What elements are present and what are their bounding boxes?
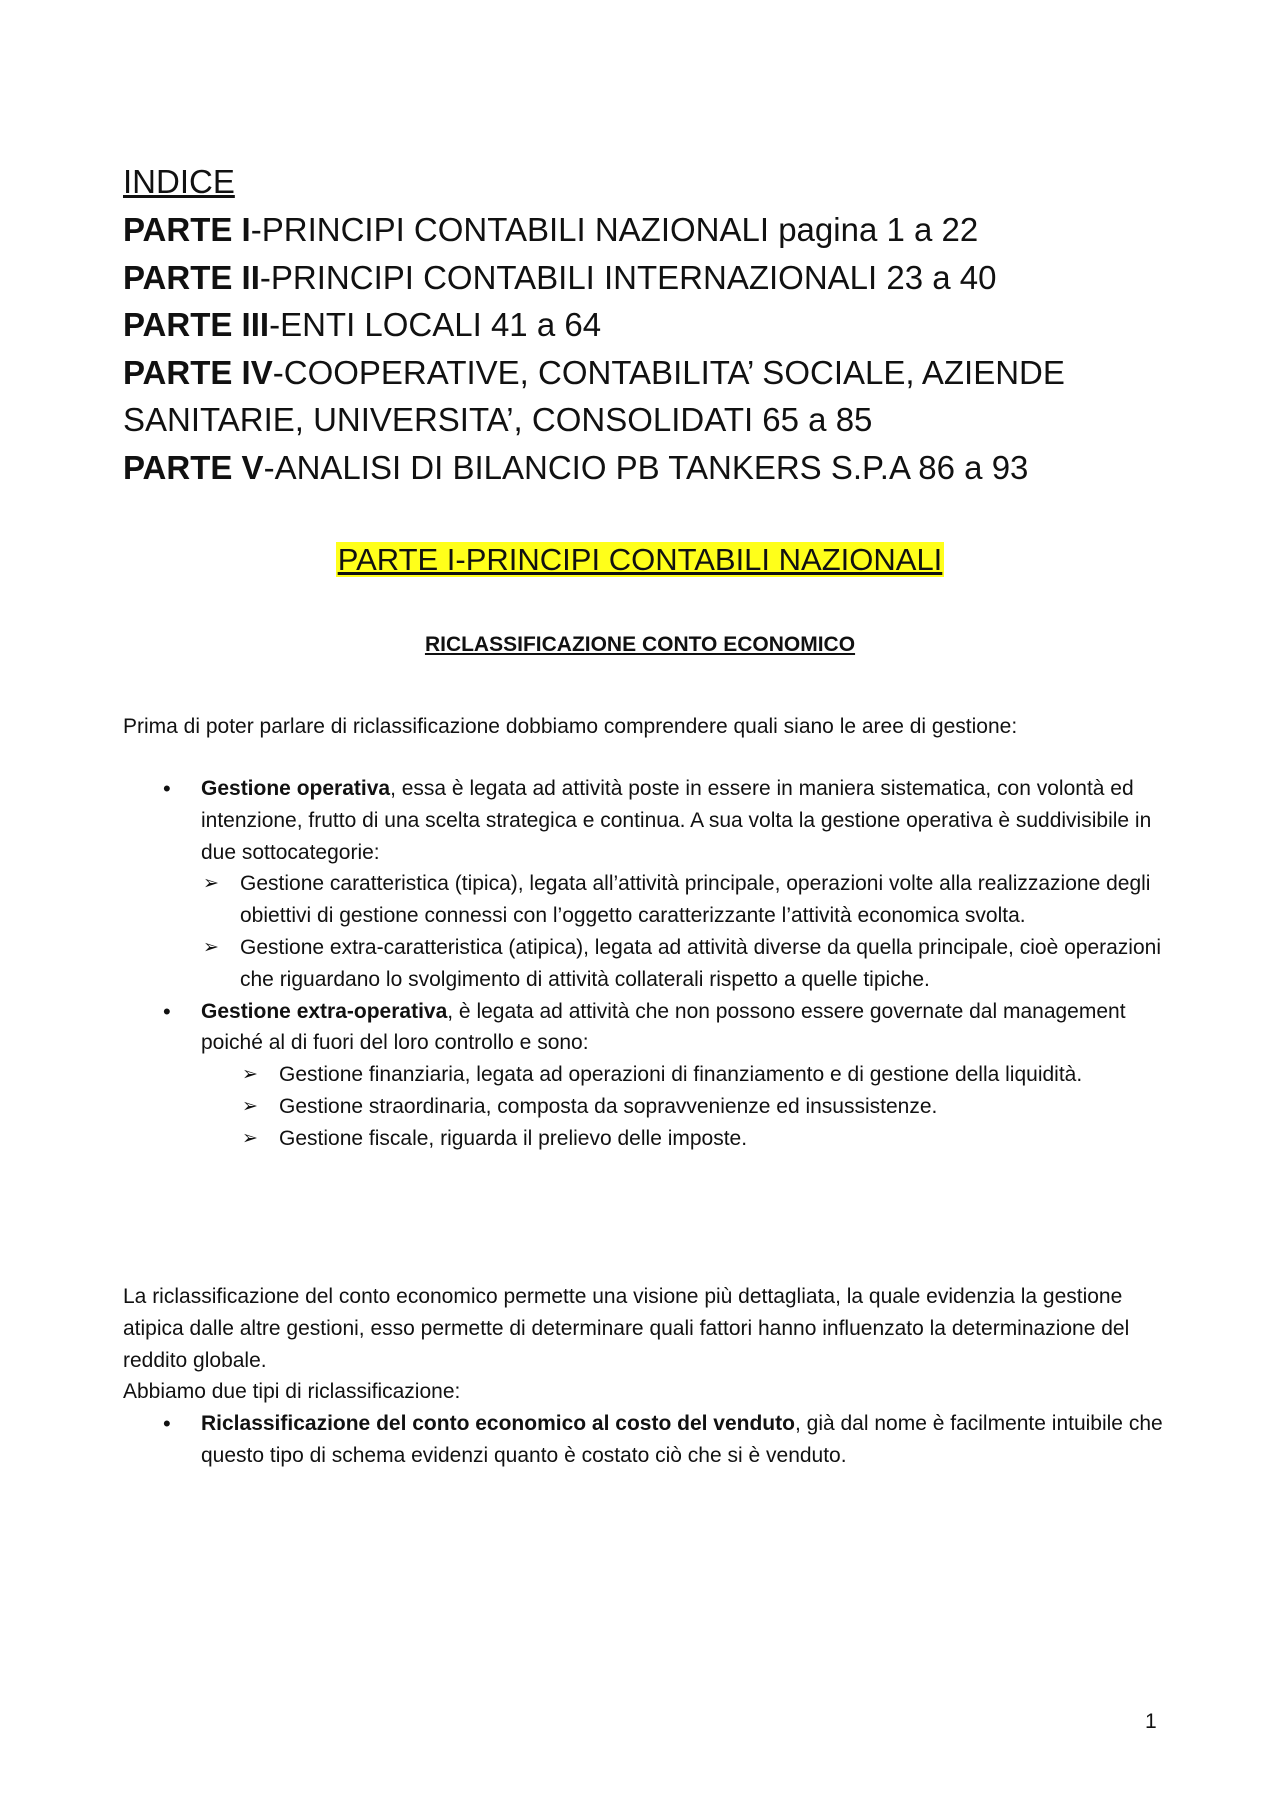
definition: , essa è legata ad attività poste in essere in maniera sistematica, con volontà ed intenzione, frutto di una scelta strategica e continua. A sua volta la gestione operativa è suddivisibile in due sottocategorie:	[201, 777, 1152, 864]
reclassification-types-list	[123, 1408, 1183, 1472]
toc-entry-text: -ANALISI DI BILANCIO PB TANKERS S.P.A 86 a 93	[263, 448, 1029, 486]
sub-list-item: ➢ Gestione finanziaria, legata ad operazioni di finanziamento e di gestione della liquidità.	[123, 1059, 1183, 1091]
toc-entry-parte-3	[123, 301, 1173, 349]
toc-entry-text: -ENTI LOCALI 41 a 64	[269, 306, 602, 343]
sub-list-item: ➢ Gestione caratteristica (tipica), legata all’attività principale, operazioni volte alla realizzazione degli obiettivi di gestione connessi con l’oggetto caratterizzante l’attività economica svolta.	[123, 868, 1183, 932]
page-number: 1	[1145, 1710, 1157, 1733]
list-item	[123, 1408, 1183, 1472]
toc-entry-text: -COOPERATIVE, CONTABILITA’ SOCIALE, AZIENDE	[272, 353, 1065, 391]
term: Riclassificazione del conto economico al costo del venduto	[201, 1412, 795, 1435]
subheading: RICLASSIFICAZIONE CONTO ECONOMICO	[424, 633, 856, 656]
toc-entry-text: -PRINCIPI CONTABILI NAZIONALI pagina 1 a 22	[250, 211, 979, 248]
section-heading	[0, 538, 1280, 582]
term: Gestione operativa	[201, 777, 391, 800]
paragraph-line: Abbiamo due tipi di riclassificazione:	[123, 1380, 461, 1404]
list-item	[123, 996, 1183, 1060]
paragraph	[123, 1281, 1183, 1408]
toc-entry-parte-5	[123, 444, 1173, 492]
toc-entry-label: PARTE V	[123, 448, 264, 486]
paragraph-line: La riclassificazione del conto economico permette una visione più dettagliata, la quale evidenzia la gestione atipica dalle altre gestioni, esso permette di determinare quali fattori hanno influenzato la determinazione del reddito globale.	[123, 1285, 1130, 1372]
sub-list-item: ➢ Gestione extra-caratteristica (atipica), legata ad attività diverse da quella principale, cioè operazioni che riguardano lo svolgimento di attività collaterali rispetto a quelle tipiche.	[123, 932, 1183, 996]
toc-entry-label: PARTE I	[123, 211, 251, 248]
table-of-contents	[123, 158, 1173, 491]
toc-entry-label: PARTE IV	[123, 353, 273, 391]
term: Gestione extra-operativa	[201, 999, 448, 1023]
toc-entry-parte-2	[123, 254, 1173, 302]
toc-entry-label: PARTE II	[123, 258, 260, 296]
list-item	[123, 773, 1183, 868]
toc-entry-text: SANITARIE, UNIVERSITA’, CONSOLIDATI 65 a 85	[123, 401, 873, 438]
definition: , già dal nome è facilmente intuibile che questo tipo di schema evidenzi quanto è costato ciò che si è venduto.	[201, 1412, 1163, 1467]
highlighted-heading-text: PARTE I-PRINCIPI CONTABILI NAZIONALI	[337, 542, 943, 577]
toc-title: INDICE	[123, 163, 235, 200]
toc-entry-text: -PRINCIPI CONTABILI INTERNAZIONALI 23 a 40	[259, 258, 997, 296]
management-areas-list	[123, 773, 1183, 1155]
intro-paragraph: Prima di poter parlare di riclassificazione dobbiamo comprendere quali siano le aree di gestione:	[123, 715, 1018, 738]
toc-entry-parte-4-continued	[123, 396, 1173, 444]
toc-entry-label: PARTE III	[123, 306, 270, 343]
toc-entry-parte-4	[123, 349, 1173, 397]
sub-list-item: ➢ Gestione fiscale, riguarda il prelievo delle imposte.	[123, 1123, 1183, 1155]
sub-list-item: ➢ Gestione straordinaria, composta da sopravvenienze ed insussistenze.	[123, 1091, 1183, 1123]
definition: , è legata ad attività che non possono essere governate dal management poiché al di fuori del loro controllo e sono:	[201, 999, 1126, 1055]
toc-entry-parte-1	[123, 206, 1173, 254]
